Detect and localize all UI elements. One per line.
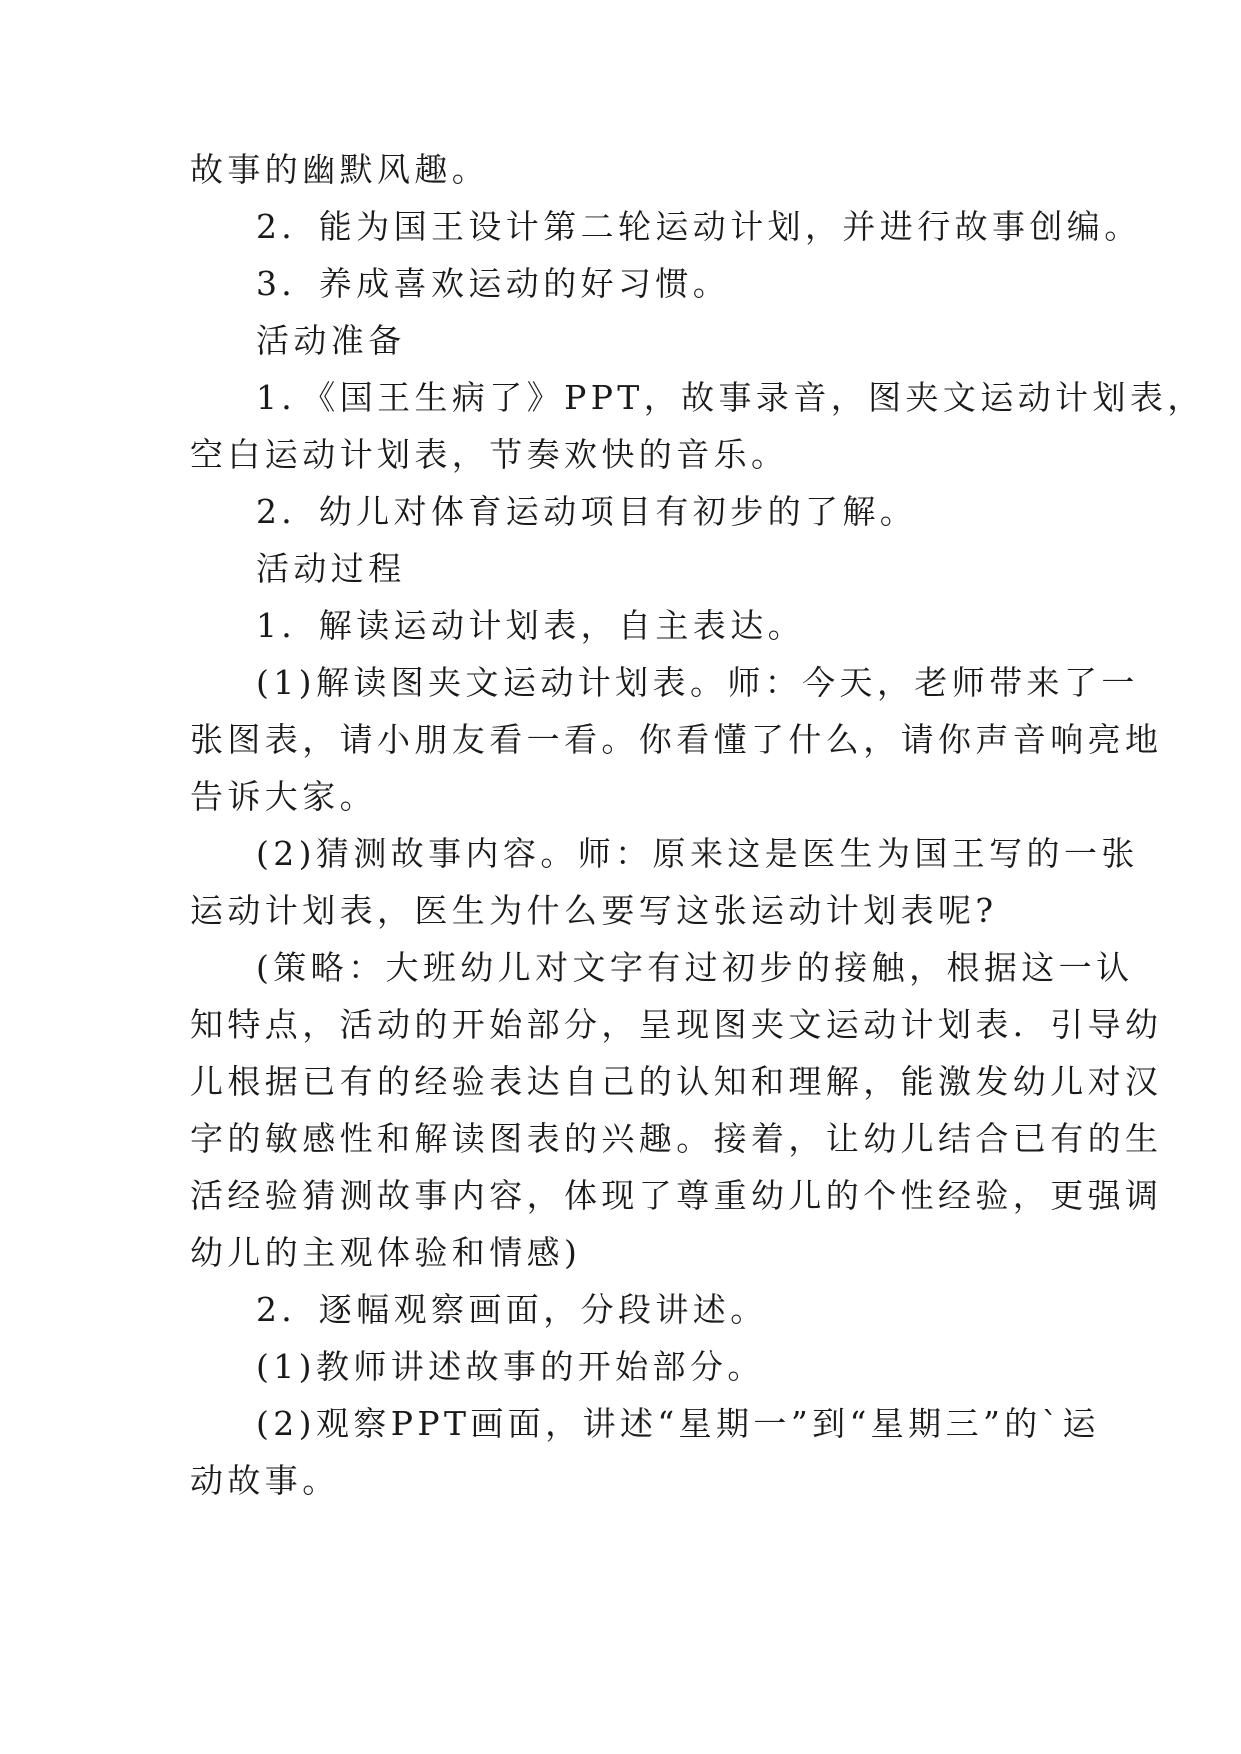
text-line: 知特点，活动的开始部分，呈现图夹文运动计划表．引导幼 (190, 1005, 1163, 1044)
section-heading-preparation: 活动准备 (256, 321, 406, 360)
objective-3: 3．养成喜欢运动的好习惯。 (256, 264, 731, 303)
text-line: 儿根据已有的经验表达自己的认知和理解，能激发幼儿对汉 (190, 1062, 1163, 1101)
process-step-2-2: (2)观察PPT画面，讲述“星期一”到“星期三”的`运 (256, 1404, 1100, 1443)
preparation-1: 1．《国王生病了》PPT，故事录音，图夹文运动计划表， (256, 378, 1205, 417)
process-step-1-1: (1)解读图夹文运动计划表。师：今天，老师带来了一 (256, 663, 1139, 702)
text-line: 运动计划表，医生为什么要写这张运动计划表呢? (190, 891, 998, 930)
process-step-1-2: (2)猜测故事内容。师：原来这是医生为国王写的一张 (256, 834, 1139, 873)
process-step-2: 2．逐幅观察画面，分段讲述。 (256, 1290, 768, 1329)
text-line: 故事的幽默风趣。 (190, 150, 490, 189)
text-line: 活经验猜测故事内容，体现了尊重幼儿的个性经验，更强调 (190, 1176, 1163, 1215)
text-line: 空白运动计划表，节奏欢快的音乐。 (190, 435, 789, 474)
process-step-2-1: (1)教师讲述故事的开始部分。 (256, 1347, 765, 1386)
text-line: 张图表，请小朋友看一看。你看懂了什么，请你声音响亮地 (190, 720, 1163, 759)
section-heading-process: 活动过程 (256, 549, 406, 588)
text-line: 字的敏感性和解读图表的兴趣。接着，让幼儿结合已有的生 (190, 1119, 1163, 1158)
text-line: 告诉大家。 (190, 777, 377, 816)
strategy-note: (策略：大班幼儿对文字有过初步的接触，根据这一认 (256, 948, 1134, 987)
process-step-1: 1．解读运动计划表，自主表达。 (256, 606, 805, 645)
preparation-2: 2．幼儿对体育运动项目有初步的了解。 (256, 492, 918, 531)
text-line: 幼儿的主观体验和情感) (190, 1233, 582, 1272)
text-line: 动故事。 (190, 1461, 340, 1500)
objective-2: 2．能为国王设计第二轮运动计划，并进行故事创编。 (256, 207, 1142, 246)
